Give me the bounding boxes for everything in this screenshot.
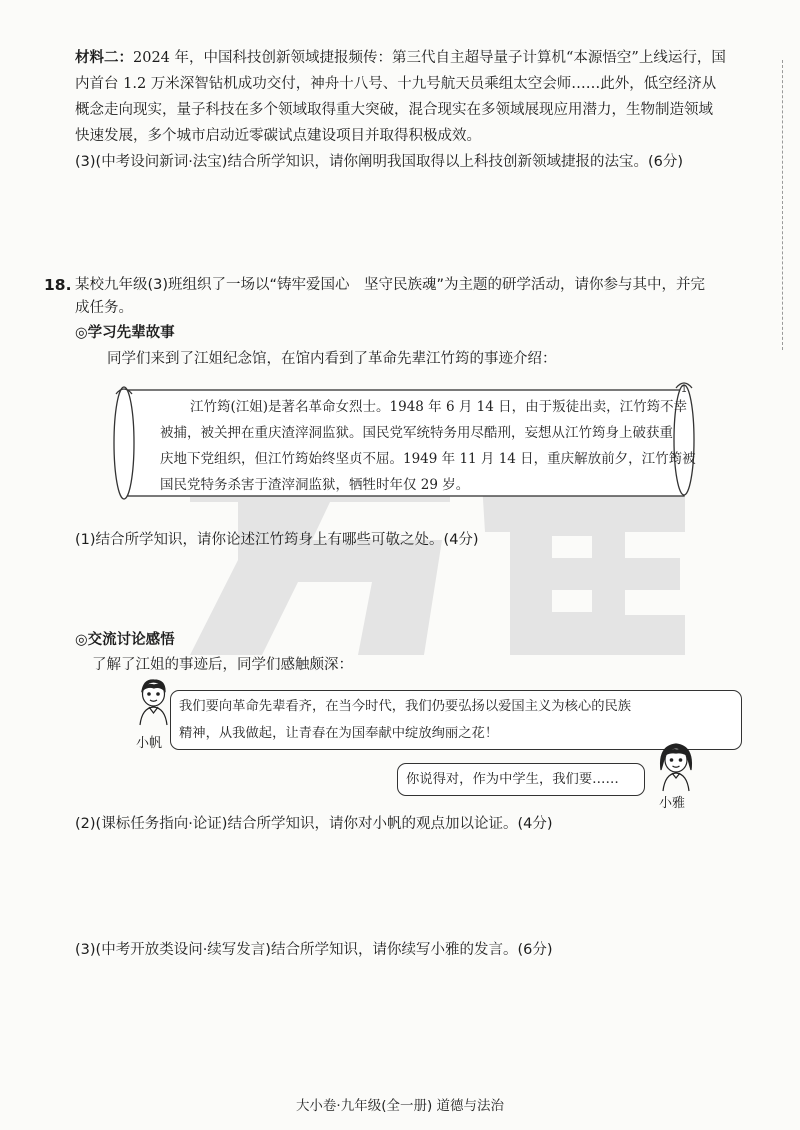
xiaoya-speech-text: 你说得对，作为中学生，我们要…… <box>406 772 619 787</box>
material2-line-1 <box>75 48 726 68</box>
question-18-intro-line-1: 某校九年级(3)班组织了一场以“铸牢爱国心 坚守民族魂”为主题的研学活动，请你参与其中，并完 <box>75 277 706 293</box>
material2-line-3: 概念走向现实，量子科技在多个领域取得重大突破，混合现实在多领域展现应用潜力，生物制造领域 <box>75 102 713 118</box>
xiaofan-speech-line-1: 我们要向革命先辈看齐，在当今时代，我们仍要弘扬以爱国主义为核心的民族 <box>179 699 632 714</box>
page-footer: 大小卷·九年级(全一册) 道德与法治 <box>295 1098 505 1114</box>
question-18-3: (3)(中考开放类设问·续写发言)结合所学知识，请你续写小雅的发言。(6分) <box>75 942 553 958</box>
xiaoya-name: 小雅 <box>659 796 686 811</box>
material2-line-4: 快速发展，多个城市启动近零碳试点建设项目并取得积极成效。 <box>75 128 481 144</box>
section-2-lead: 了解了江姐的事迹后，同学们感触颇深： <box>92 657 353 673</box>
material2-text-1: 2024 年，中国科技创新领域捷报频传：第三代自主超导量子计算机“本源悟空”上线运行，国 <box>133 50 726 66</box>
scroll-line-3: 庆地下党组织，但江竹筠始终坚贞不屈。1949 年 11 月 14 日，重庆解放前夕，江竹筠被 <box>160 451 696 467</box>
binding-edge-divider <box>782 60 783 350</box>
question-number-18: 18. <box>44 276 72 294</box>
material2-label: 材料二： <box>75 50 133 66</box>
question-18-intro-line-2: 成任务。 <box>75 300 133 316</box>
scroll-line-1: 江竹筠(江姐)是著名革命女烈士。1948 年 6 月 14 日，由于叛徒出卖，江竹筠不幸 <box>190 399 688 415</box>
scroll-panel <box>112 380 702 502</box>
question-18-1: (1)结合所学知识，请你论述江竹筠身上有哪些可敬之处。(4分) <box>75 532 479 548</box>
xiaofan-name: 小帆 <box>136 736 163 751</box>
xiaoya-speech-bubble <box>397 763 645 796</box>
section-1-lead: 同学们来到了江姐纪念馆，在馆内看到了革命先辈江竹筠的事迹介绍： <box>107 351 557 367</box>
girl-avatar-icon <box>655 740 697 792</box>
material2-line-2: 内首台 1.2 万米深智钻机成功交付，神舟十八号、十九号航天员乘组太空会师……此外，低空经济从 <box>75 76 717 92</box>
boy-avatar-icon <box>134 677 172 727</box>
section-title-learn-story: ◎学习先辈故事 <box>75 325 175 341</box>
xiaofan-speech-line-2: 精神，从我做起，让青春在为国奉献中绽放绚丽之花！ <box>179 726 499 741</box>
svg-text:1: 1 <box>681 385 687 395</box>
section-title-discussion: ◎交流讨论感悟 <box>75 632 175 648</box>
scroll-line-4: 国民党特务杀害于渣滓洞监狱，牺牲时年仅 29 岁。 <box>160 477 470 493</box>
question-17-3: (3)(中考设问新词·法宝)结合所学知识，请你阐明我国取得以上科技创新领域捷报的法宝。(6分) <box>75 154 683 170</box>
question-18-2: (2)(课标任务指向·论证)结合所学知识，请你对小帆的观点加以论证。(4分) <box>75 816 553 832</box>
scroll-line-2: 被捕，被关押在重庆渣滓洞监狱。国民党军统特务用尽酷刑，妄想从江竹筠身上破获重 <box>160 425 673 441</box>
